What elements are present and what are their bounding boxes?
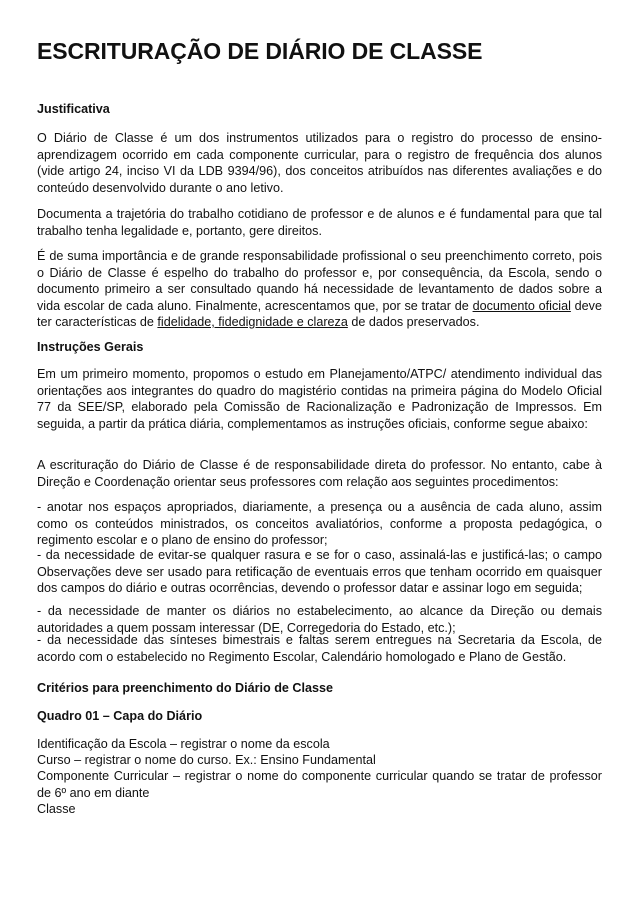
paragraph-justificativa-1: O Diário de Classe é um dos instrumentos utilizados para o registro do processo de ensino-aprendizagem ocorrido em cada componente curricular, para o registro de frequência dos alunos (vide artigo 24, inciso VI da LDB 9394/96), dos conceitos atribuídos nas diferentes avaliações e do conteúdo desenvolvido durante o ano letivo. [37,131,602,195]
list-item-procedimento-4: - da necessidade das sínteses bimestrais e faltas serem entregues na Secretaria da Escola, de acordo com o estabelecido no Regimento Escolar, Calendário homologado e Plano de Gestão. [37,633,602,664]
paragraph-instrucoes-1: Em um primeiro momento, propomos o estudo em Planejamento/ATPC/ atendimento individual das orientações aos integrantes do quadro do magistério contidas na primeira página do Modelo Oficial 77 da SEE/SP, elaborado pela Comissão de Racionalização e Padronização de Impressos. Em seguida, a partir da prática diária, complementamos as instruções oficiais, conforme segue abaixo: [37,367,602,431]
capa-line-escola: Identificação da Escola – registrar o nome da escola [37,737,330,751]
list-item-procedimento-3: - da necessidade de manter os diários no estabelecimento, ao alcance da Direção ou demais autoridades a quem possam interessar (DE, Corregedoria do Estado, etc.); [37,604,602,635]
paragraph-text: deve ter características de [37,298,602,329]
capa-line-classe: Classe [37,802,76,816]
list-item-procedimento-2: - da necessidade de evitar-se qualquer rasura e se for o caso, assinalá-las e justificá-las; o campo Observações deve ser usado para retificação de eventuais erros que tenham ocorrido em quaisquer dos campos do diário e outras ocorrências, devendo o professor datar e assinar logo em seguida; [37,548,602,595]
paragraph-text: de dados preservados. [347,315,480,329]
capa-line-curso: Curso – registrar o nome do curso. Ex.: Ensino Fundamental [37,753,376,767]
section-heading-quadro-01: Quadro 01 – Capa do Diário [37,709,203,723]
section-heading-criterios: Critérios para preenchimento do Diário de Classe [37,681,334,695]
underlined-term-fidelidade: fidelidade, fidedignidade e clareza [157,315,348,329]
section-heading-instrucoes: Instruções Gerais [37,340,144,354]
capa-line-componente: Componente Curricular – registrar o nome do componente curricular quando se tratar de professor de 6º ano em diante [37,769,602,800]
paragraph-instrucoes-2: A escrituração do Diário de Classe é de responsabilidade direta do professor. No entanto, cabe à Direção e Coordenação orientar seus professores com relação aos seguintes procedimentos: [37,458,602,489]
list-item-procedimento-1: - anotar nos espaços apropriados, diariamente, a presença ou a ausência de cada aluno, assim como os conteúdos ministrados, os conceitos avaliatórios, conforme a proposta pedagógica, o regimento escolar e o plano de ensino do professor; [37,500,602,547]
paragraph-text: É de suma importância e de grande responsabilidade profissional o seu preenchimento correto, pois o Diário de Classe é espelho do trabalho do professor e, por consequência, da Escola, sendo o documento primeiro a ser consultado quando há necessidade de levantamento de dados sobre a vida escolar de cada aluno. Finalmente, acrescentamos que, por se tratar de [37,249,602,313]
paragraph-justificativa-3 [37,248,602,331]
underlined-term-documento-oficial: documento oficial [472,298,571,313]
section-heading-justificativa: Justificativa [37,102,110,116]
paragraph-justificativa-2: Documenta a trajetória do trabalho cotidiano de professor e de alunos e é fundamental para que tal trabalho tenha legalidade e, portanto, gere direitos. [37,207,602,238]
page-title: ESCRITURAÇÃO DE DIÁRIO DE CLASSE [37,38,483,64]
